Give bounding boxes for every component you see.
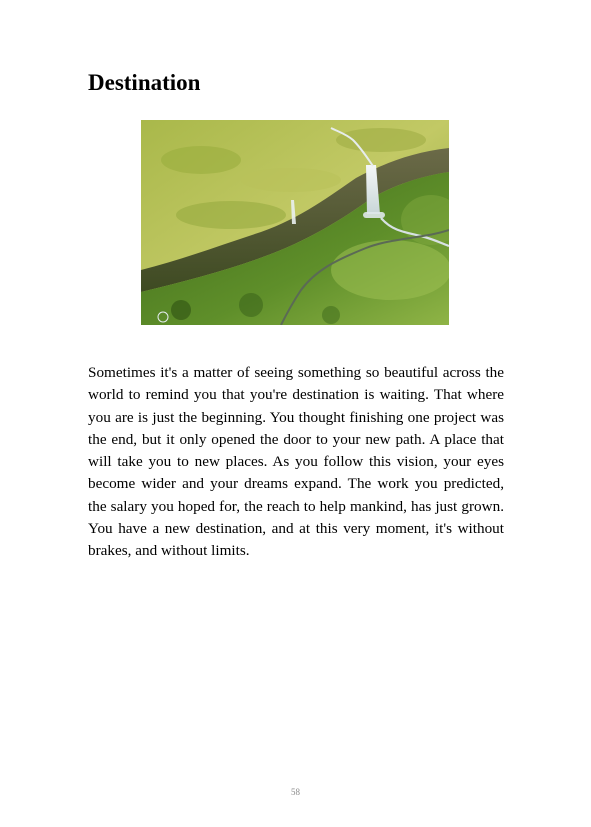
body-paragraph: Sometimes it's a matter of seeing something so beautiful across the world to remind you that you're destination is waiting. That where you are is just the beginning. You thought finishing one project was the end, but it only opened the door to your new path. A place that will take you to new places. As you follow this vision, your eyes become wider and your dreams expand. The work you predicted, the salary you hoped for, the reach to help mankind, has just grown. You have a new destination, and at this very moment, it's without brakes, and without limits. xyxy=(88,364,504,560)
waterfall-landscape-image xyxy=(141,120,449,325)
page-number: 58 xyxy=(291,787,300,797)
page-title: Destination xyxy=(88,70,201,95)
